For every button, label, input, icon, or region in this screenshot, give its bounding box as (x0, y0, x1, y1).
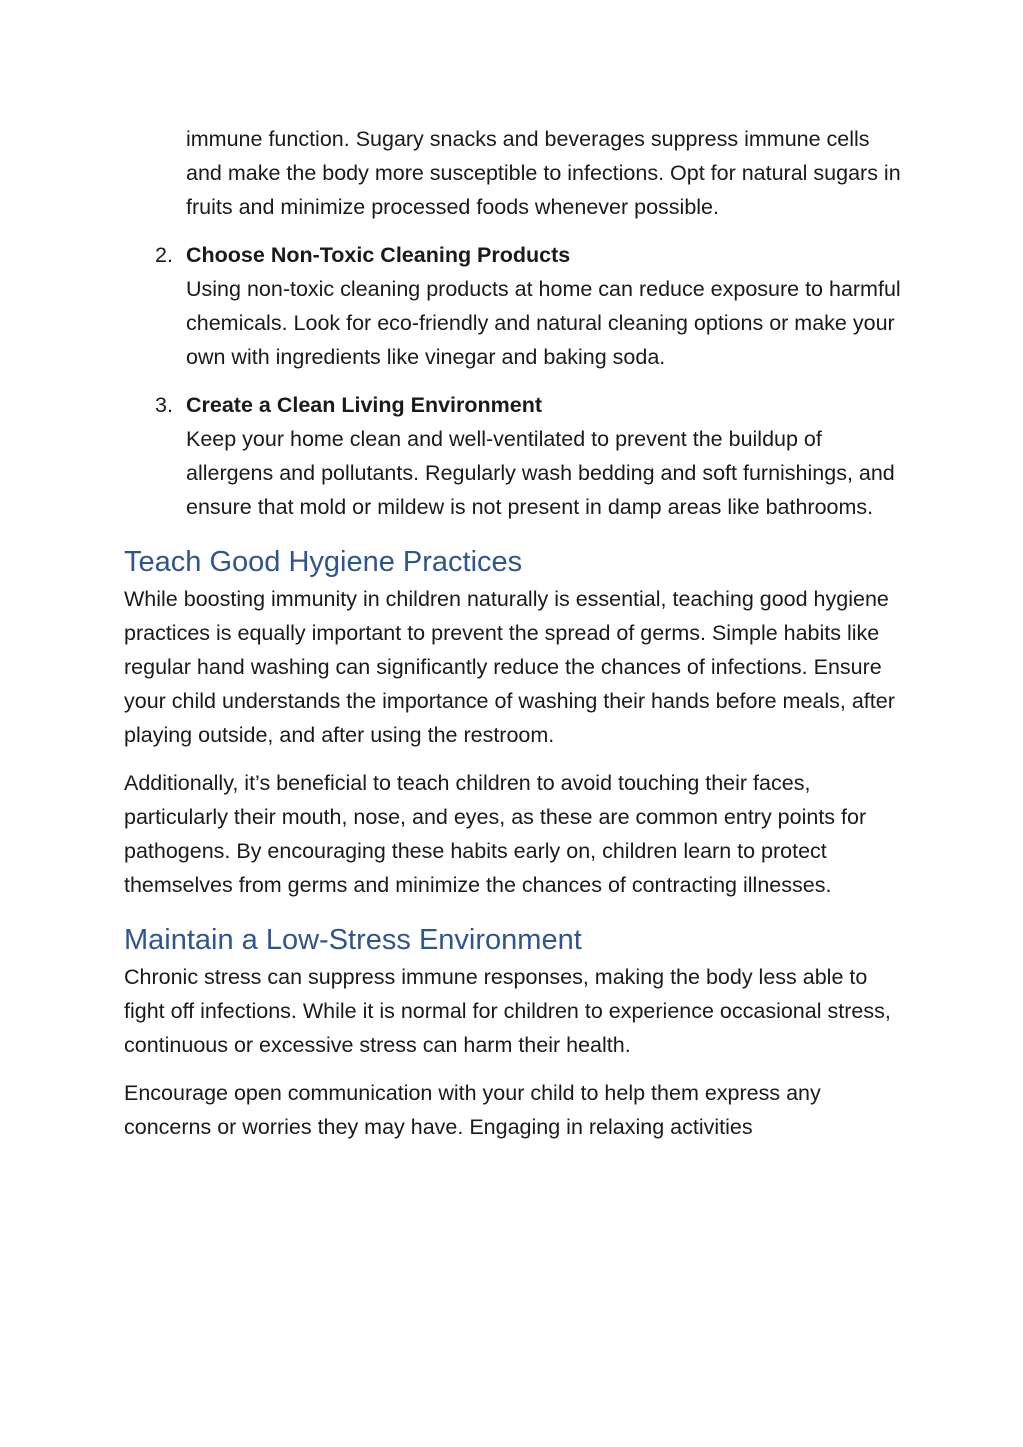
list-number: 3. (155, 393, 173, 417)
list-item-continuation (124, 122, 904, 224)
paragraph: Additionally, it’s beneficial to teach children to avoid touching their faces, particularly their mouth, nose, and eyes, as these are common entry points for pathogens. By encouraging these habits early on, children learn to protect themselves from germs and minimize the chances of contracting illnesses. (124, 771, 867, 897)
list-item-text: Using non-toxic cleaning products at home can reduce exposure to harmful chemicals. Look for eco-friendly and natural cleaning options or make your own with ingredients like vinegar and baking soda. (186, 277, 901, 369)
section-heading-stress: Maintain a Low-Stress Environment (124, 924, 582, 956)
section-heading-hygiene: Teach Good Hygiene Practices (124, 546, 523, 578)
list-item-text: immune function. Sugary snacks and beverages suppress immune cells and make the body more susceptible to infections. Opt for natural sugars in fruits and minimize processed foods whenever possible. (186, 127, 901, 219)
document-content (124, 122, 904, 1144)
paragraph: Chronic stress can suppress immune responses, making the body less able to fight off infections. While it is normal for children to experience occasional stress, continuous or excessive stress can harm their health. (124, 965, 891, 1057)
list-number: 2. (155, 243, 173, 267)
paragraph: Encourage open communication with your child to help them express any concerns or worries they may have. Engaging in relaxing activities (124, 1081, 821, 1139)
list-item-text: Keep your home clean and well-ventilated to prevent the buildup of allergens and pollutants. Regularly wash bedding and soft furnishings, and ensure that mold or mildew is not present in damp areas like bathrooms. (186, 427, 895, 519)
list-item-2 (124, 238, 904, 374)
list-item-title: Create a Clean Living Environment (186, 393, 543, 417)
list-item-3 (124, 388, 904, 524)
paragraph: While boosting immunity in children naturally is essential, teaching good hygiene practices is equally important to prevent the spread of germs. Simple habits like regular hand washing can significantly reduce the chances of infections. Ensure your child understands the importance of washing their hands before meals, after playing outside, and after using the restroom. (124, 587, 895, 747)
list-item-title: Choose Non-Toxic Cleaning Products (186, 243, 571, 267)
